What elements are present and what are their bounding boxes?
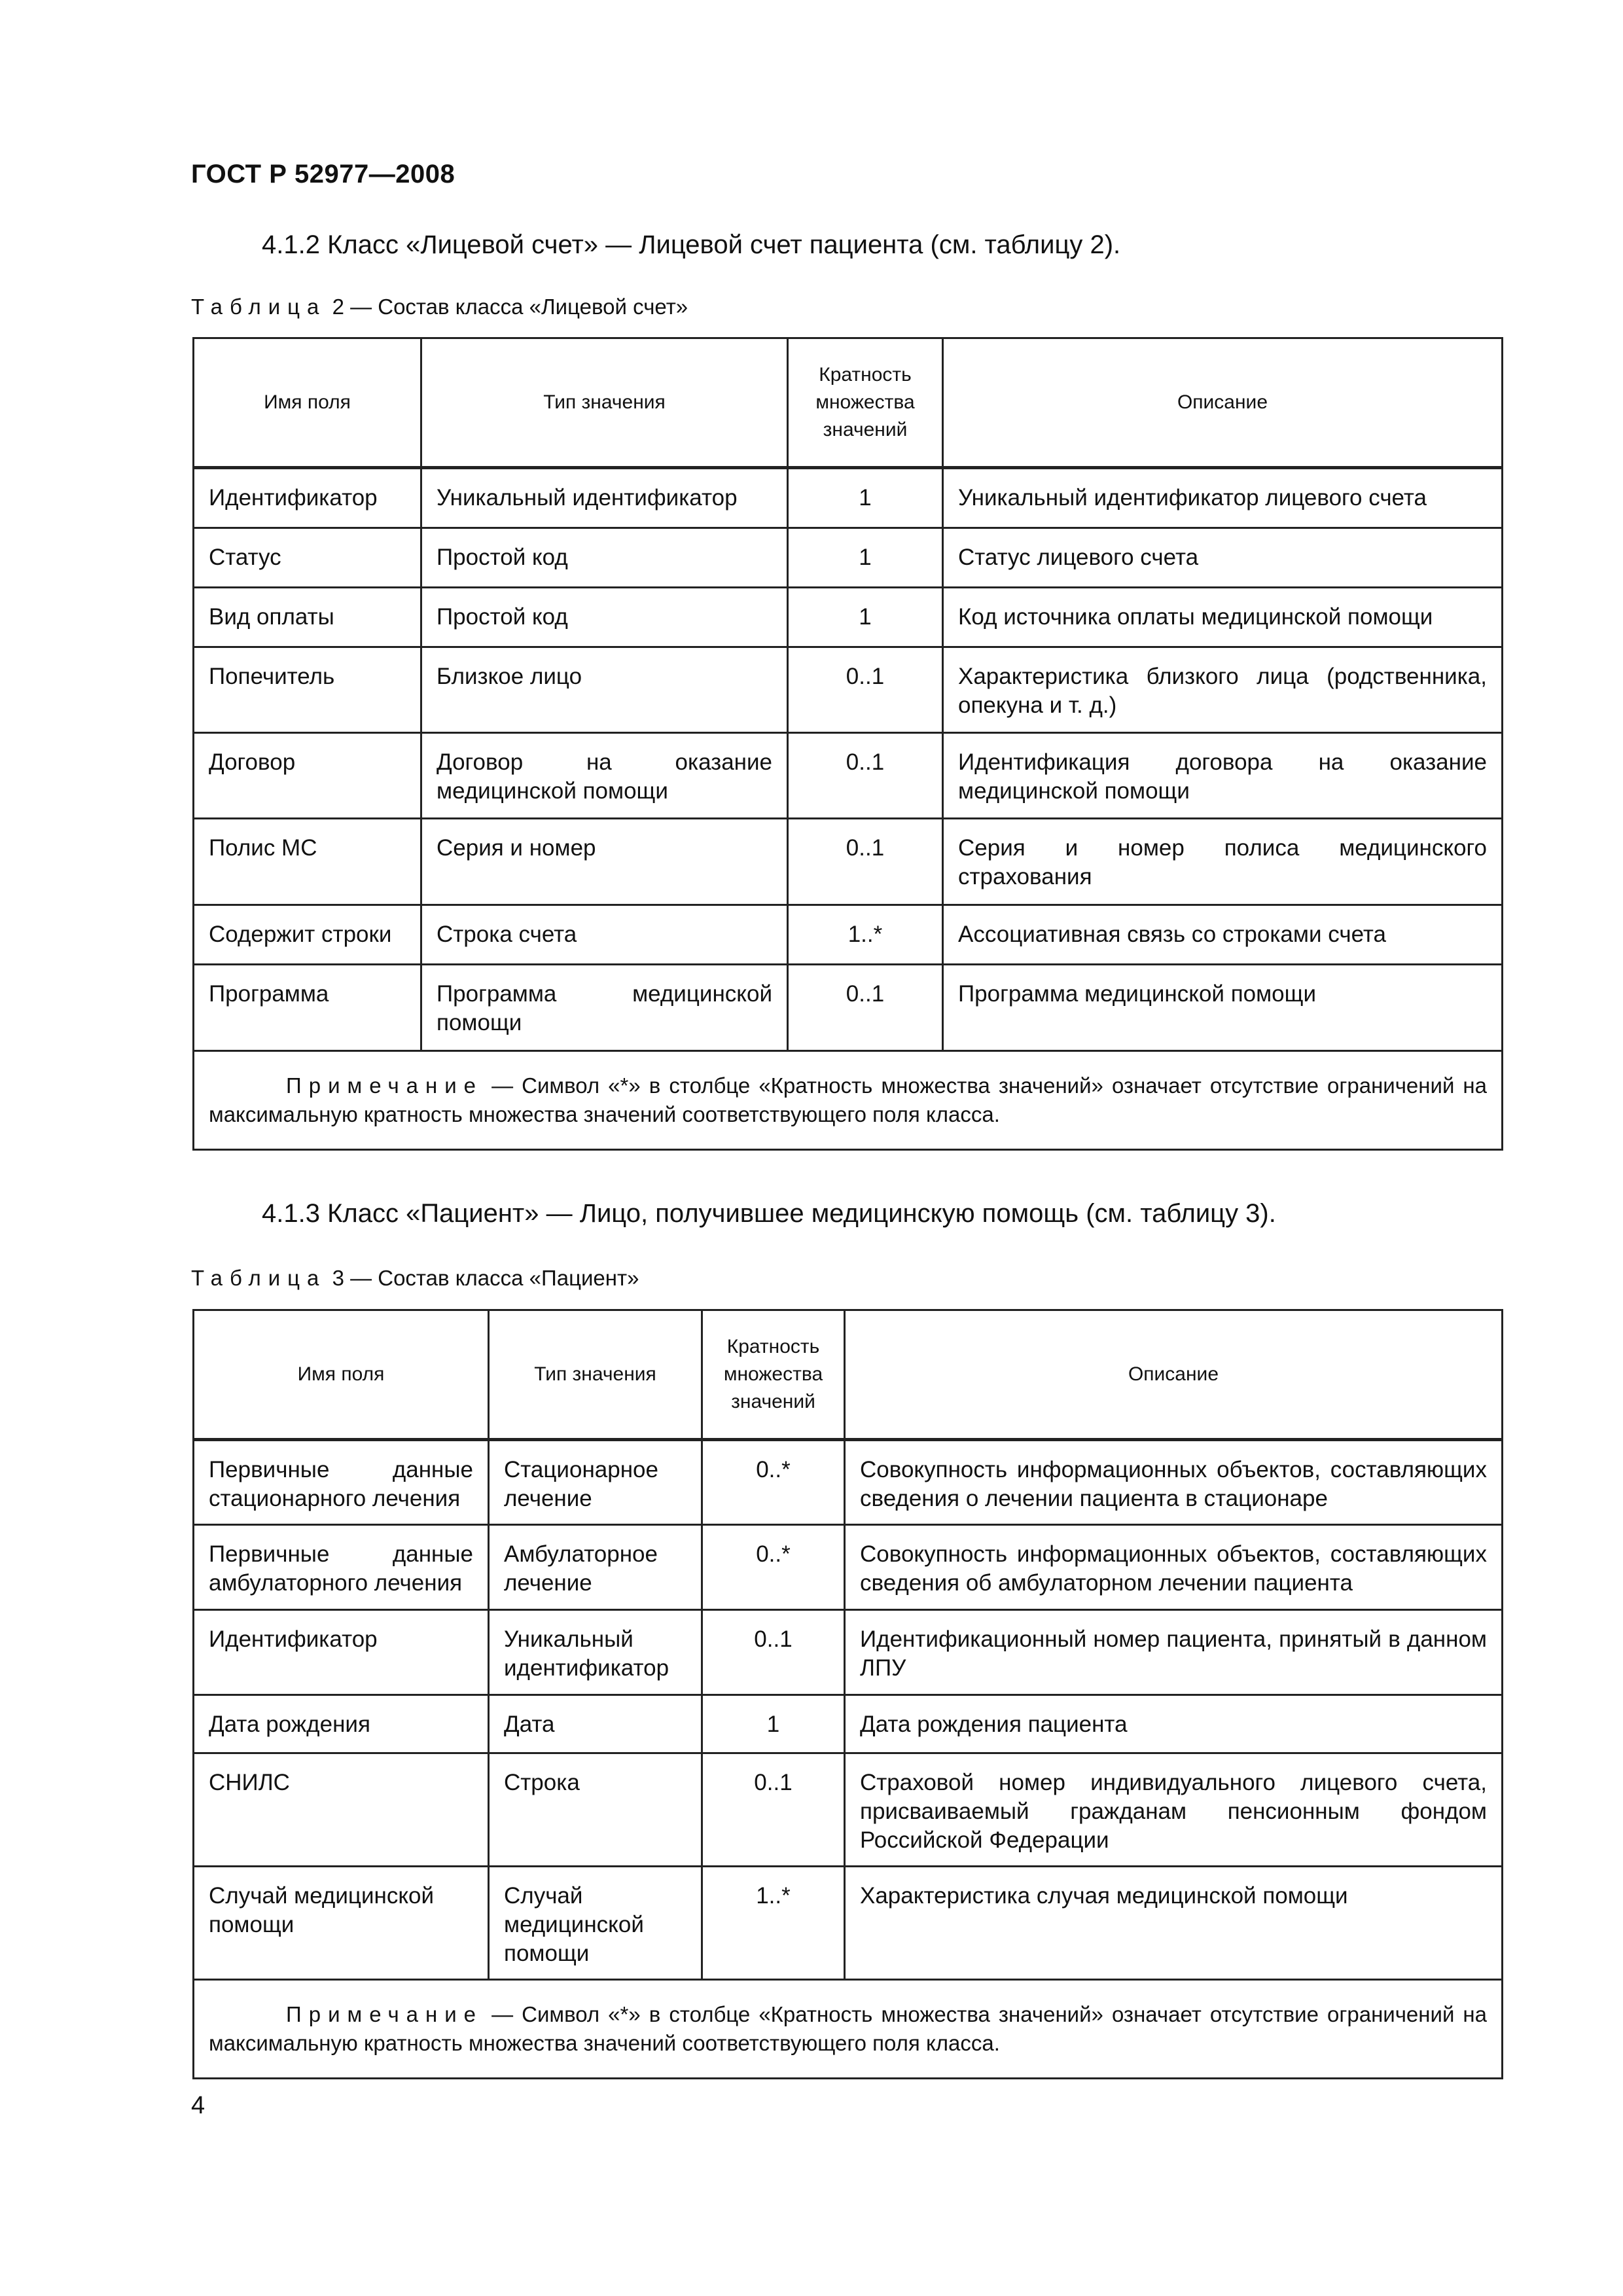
- cell-name: Первичные данные стационарного лечения: [194, 1440, 489, 1525]
- cell-multiplicity: 1..*: [788, 905, 943, 965]
- cell-name: Идентификатор: [194, 1610, 489, 1695]
- cell-name: Первичные данные амбулаторного лечения: [194, 1525, 489, 1610]
- note-word: Примечание: [286, 1073, 484, 1098]
- cell-type: Строка счета: [421, 905, 788, 965]
- cell-description: Совокупность информационных объектов, составляющих сведения о лечении пациента в стационаре: [845, 1440, 1503, 1525]
- table-row: [194, 1867, 1503, 1980]
- table-2-note-row: [194, 1051, 1503, 1150]
- table-3-header-row: [194, 1310, 1503, 1440]
- table-row: [194, 1610, 1503, 1695]
- table-3-note-row: [194, 1980, 1503, 2079]
- cell-type: Амбулаторное лечение: [489, 1525, 702, 1610]
- cell-name: Попечитель: [194, 647, 421, 733]
- table-row: [194, 733, 1503, 819]
- cell-multiplicity: 0..1: [788, 819, 943, 905]
- table-row: [194, 819, 1503, 905]
- table-3-col-name: Имя поля: [194, 1310, 489, 1440]
- table-2-col-type: Тип значения: [421, 338, 788, 468]
- table-3-caption: [191, 1266, 639, 1291]
- cell-description: Программа медицинской помощи: [943, 965, 1503, 1051]
- cell-multiplicity: 0..1: [788, 647, 943, 733]
- cell-type: Договор на оказание медицинской помощи: [421, 733, 788, 819]
- note-word: Примечание: [286, 2002, 484, 2026]
- table-row: [194, 1525, 1503, 1610]
- note-text: — Символ «*» в столбце «Кратность множества значений» означает отсутствие ограничений на максимальную кратность множества значений соответствующего поля класса.: [209, 1073, 1488, 1126]
- cell-description: Идентификационный номер пациента, принятый в данном ЛПУ: [845, 1610, 1503, 1695]
- table-3-note: [194, 1980, 1503, 2079]
- cell-description: Дата рождения пациента: [845, 1695, 1503, 1753]
- cell-description: Статус лицевого счета: [943, 528, 1503, 588]
- cell-multiplicity: 0..1: [788, 733, 943, 819]
- cell-multiplicity: 1: [788, 588, 943, 647]
- cell-type: Стационарное лечение: [489, 1440, 702, 1525]
- table-3: [192, 1309, 1503, 2079]
- cell-description: Страховой номер индивидуального лицевого счета, присваиваемый гражданам пенсионным фондом Российской Федерации: [845, 1753, 1503, 1867]
- table-3-caption-text: 3 — Состав класса «Пациент»: [332, 1266, 639, 1290]
- table-row: [194, 647, 1503, 733]
- cell-type: Уникальный идентификатор: [489, 1610, 702, 1695]
- cell-multiplicity: 1: [788, 468, 943, 528]
- table-3-col-multiplicity: Кратность множества значений: [702, 1310, 845, 1440]
- cell-multiplicity: 1: [702, 1695, 845, 1753]
- cell-multiplicity: 0..*: [702, 1525, 845, 1610]
- table-row: [194, 588, 1503, 647]
- cell-type: Дата: [489, 1695, 702, 1753]
- cell-description: Уникальный идентификатор лицевого счета: [943, 468, 1503, 528]
- cell-type: Простой код: [421, 528, 788, 588]
- cell-multiplicity: 0..1: [702, 1753, 845, 1867]
- cell-type: Серия и номер: [421, 819, 788, 905]
- cell-name: Идентификатор: [194, 468, 421, 528]
- section-heading-413: 4.1.3 Класс «Пациент» — Лицо, получившее медицинскую помощь (см. таблицу 3).: [262, 1199, 1276, 1228]
- section-heading-412: 4.1.2 Класс «Лицевой счет» — Лицевой счет пациента (см. таблицу 2).: [262, 230, 1121, 259]
- cell-type: Уникальный идентификатор: [421, 468, 788, 528]
- cell-description: Совокупность информационных объектов, составляющих сведения об амбулаторном лечении пациента: [845, 1525, 1503, 1610]
- cell-type: Случай медицинской помощи: [489, 1867, 702, 1980]
- table-row: [194, 905, 1503, 965]
- table-2-caption-text: 2 — Состав класса «Лицевой счет»: [332, 295, 688, 319]
- cell-name: Вид оплаты: [194, 588, 421, 647]
- note-text: — Символ «*» в столбце «Кратность множества значений» означает отсутствие ограничений на максимальную кратность множества значений соответствующего поля класса.: [209, 2002, 1488, 2055]
- page-number: 4: [191, 2092, 205, 2119]
- cell-multiplicity: 1: [788, 528, 943, 588]
- table-3-col-description: Описание: [845, 1310, 1503, 1440]
- cell-description: Характеристика случая медицинской помощи: [845, 1867, 1503, 1980]
- cell-description: Характеристика близкого лица (родственника, опекуна и т. д.): [943, 647, 1503, 733]
- table-row: [194, 468, 1503, 528]
- table-2-col-description: Описание: [943, 338, 1503, 468]
- cell-name: СНИЛС: [194, 1753, 489, 1867]
- cell-name: Случай медицинской помощи: [194, 1867, 489, 1980]
- table-2-header-row: [194, 338, 1503, 468]
- cell-name: Статус: [194, 528, 421, 588]
- cell-description: Идентификация договора на оказание медицинской помощи: [943, 733, 1503, 819]
- cell-multiplicity: 1..*: [702, 1867, 845, 1980]
- cell-type: Строка: [489, 1753, 702, 1867]
- table-2: [192, 337, 1503, 1151]
- cell-name: Содержит строки: [194, 905, 421, 965]
- cell-name: Полис МС: [194, 819, 421, 905]
- cell-description: Серия и номер полиса медицинского страхования: [943, 819, 1503, 905]
- table-2-caption-word: Таблица: [191, 295, 327, 319]
- cell-description: Ассоциативная связь со строками счета: [943, 905, 1503, 965]
- table-row: [194, 1753, 1503, 1867]
- cell-name: Программа: [194, 965, 421, 1051]
- table-row: [194, 528, 1503, 588]
- table-3-caption-word: Таблица: [191, 1266, 327, 1290]
- table-2-col-name: Имя поля: [194, 338, 421, 468]
- table-2-caption: [191, 295, 688, 319]
- cell-name: Договор: [194, 733, 421, 819]
- cell-multiplicity: 0..*: [702, 1440, 845, 1525]
- table-row: [194, 965, 1503, 1051]
- cell-multiplicity: 0..1: [788, 965, 943, 1051]
- cell-type: Программа медицинской помощи: [421, 965, 788, 1051]
- cell-type: Простой код: [421, 588, 788, 647]
- cell-multiplicity: 0..1: [702, 1610, 845, 1695]
- table-2-note: [194, 1051, 1503, 1150]
- cell-description: Код источника оплаты медицинской помощи: [943, 588, 1503, 647]
- table-2-col-multiplicity: Кратность множества значений: [788, 338, 943, 468]
- document-code: ГОСТ Р 52977—2008: [191, 160, 455, 188]
- table-row: [194, 1695, 1503, 1753]
- table-row: [194, 1440, 1503, 1525]
- cell-name: Дата рождения: [194, 1695, 489, 1753]
- table-3-col-type: Тип значения: [489, 1310, 702, 1440]
- cell-type: Близкое лицо: [421, 647, 788, 733]
